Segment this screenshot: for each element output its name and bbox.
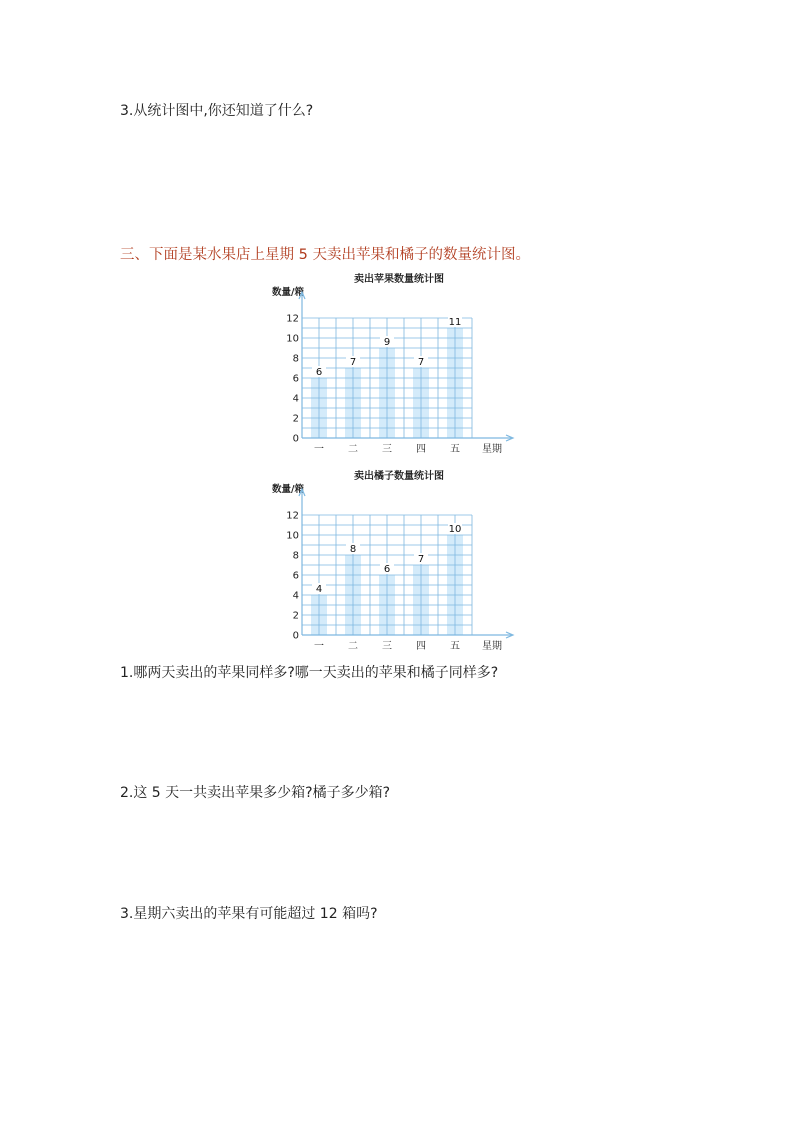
y-tick-label: 6: [292, 570, 299, 582]
question-2: 2.这 5 天一共卖出苹果多少箱?橘子多少箱?: [120, 785, 391, 801]
data-label-1: 6: [315, 367, 323, 378]
x-axis-label: 星期: [482, 641, 502, 652]
chart-title: 卖出橘子数量统计图: [354, 471, 444, 482]
y-tick-label: 4: [292, 393, 299, 405]
y-tick-label: 0: [292, 433, 299, 445]
question-1: 1.哪两天卖出的苹果同样多?哪一天卖出的苹果和橘子同样多?: [120, 665, 499, 681]
y-tick-label: 12: [286, 510, 299, 522]
apple-sales-chart: [260, 268, 520, 458]
orange-sales-chart: [260, 465, 520, 655]
y-tick-label: 10: [286, 530, 299, 542]
y-tick-label: 6: [292, 373, 299, 385]
data-label-3: 6: [383, 564, 391, 575]
x-tick-label: 五: [450, 444, 460, 455]
y-axis-label: 数量/箱: [272, 287, 304, 298]
data-label-2: 7: [349, 357, 357, 368]
x-tick-label: 二: [348, 444, 358, 455]
data-label-3: 9: [383, 337, 391, 348]
data-label-5: 11: [448, 317, 462, 328]
y-tick-label: 2: [292, 413, 299, 425]
question-top-3: 3.从统计图中,你还知道了什么?: [120, 103, 314, 119]
x-tick-label: 一: [314, 444, 324, 455]
orange-sales-chart-svg: [260, 465, 520, 655]
question-3: 3.星期六卖出的苹果有可能超过 12 箱吗?: [120, 906, 378, 922]
x-tick-label: 二: [348, 641, 358, 652]
x-axis-label: 星期: [482, 444, 502, 455]
data-label-4: 7: [417, 554, 425, 565]
y-tick-label: 4: [292, 590, 299, 602]
x-tick-label: 四: [416, 444, 426, 455]
data-label-5: 10: [448, 524, 462, 535]
y-tick-label: 8: [292, 353, 299, 365]
y-axis-label: 数量/箱: [272, 484, 304, 495]
y-tick-label: 10: [286, 333, 299, 345]
chart-title: 卖出苹果数量统计图: [354, 274, 444, 285]
y-tick-label: 8: [292, 550, 299, 562]
section-title: 三、下面是某水果店上星期 5 天卖出苹果和橘子的数量统计图。: [120, 247, 530, 263]
y-tick-label: 2: [292, 610, 299, 622]
data-label-1: 4: [315, 584, 323, 595]
x-tick-label: 一: [314, 641, 324, 652]
data-label-2: 8: [349, 544, 357, 555]
x-tick-label: 三: [382, 641, 392, 652]
y-tick-label: 12: [286, 313, 299, 325]
apple-sales-chart-svg: [260, 268, 520, 458]
y-tick-label: 0: [292, 630, 299, 642]
x-tick-label: 四: [416, 641, 426, 652]
data-label-4: 7: [417, 357, 425, 368]
x-tick-label: 三: [382, 444, 392, 455]
x-tick-label: 五: [450, 641, 460, 652]
